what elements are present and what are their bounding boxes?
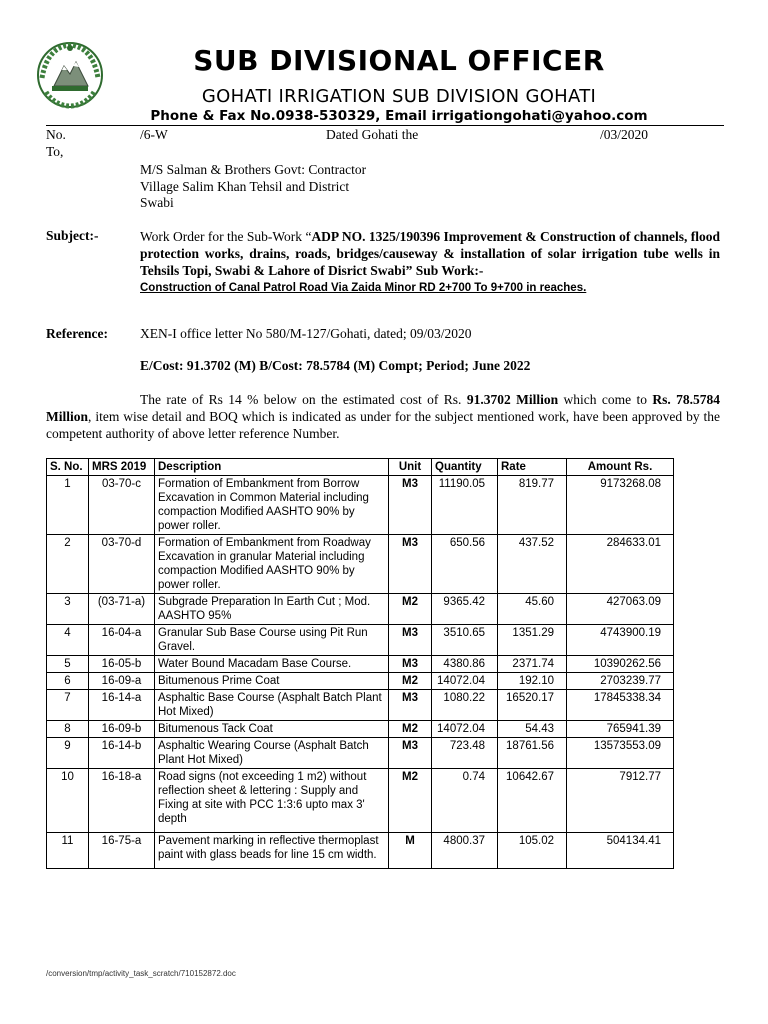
cell-quantity: 723.48	[432, 738, 498, 769]
col-header-rate: Rate	[498, 459, 567, 476]
cell-unit: M3	[389, 738, 432, 769]
cell-description: Granular Sub Base Course using Pit Run Gravel.	[155, 625, 389, 656]
cell-description: Asphaltic Base Course (Asphalt Batch Plant Hot Mixed)	[155, 690, 389, 721]
letter-number-value: /6-W	[140, 127, 168, 142]
contact-line: Phone & Fax No.0938-530329, Email irrigationgohati@yahoo.com	[150, 108, 648, 124]
cell-rate: 16520.17	[498, 690, 567, 721]
table-row	[47, 673, 674, 690]
cell-rate: 819.77	[498, 476, 567, 535]
estimated-cost: 91.3702 Million	[466, 392, 559, 407]
cell-mrs: (03-71-a)	[89, 594, 155, 625]
cell-description: Bitumenous Prime Coat	[155, 673, 389, 690]
cell-unit: M3	[389, 535, 432, 594]
cell-unit: M3	[389, 625, 432, 656]
table-row	[47, 738, 674, 769]
cell-description: Formation of Embankment from Roadway Excavation in granular Material including compaction Modified AASHTO 90% by power roller.	[155, 535, 389, 594]
cell-rate: 10642.67	[498, 769, 567, 833]
paragraph-text: , item wise detail and BOQ which is indicated as under for the subject mentioned work, have been approved by the competent authority of above letter reference Number.	[46, 409, 720, 441]
boq-table	[46, 458, 674, 869]
cell-quantity: 14072.04	[432, 673, 498, 690]
cell-unit: M3	[389, 656, 432, 673]
table-header-row	[47, 459, 674, 476]
office-title: SUB DIVISIONAL OFFICER	[193, 44, 605, 77]
letter-number-label: No.	[46, 127, 66, 142]
cost-summary: E/Cost: 91.3702 (M) B/Cost: 78.5784 (M) Compt; Period; June 2022	[140, 358, 531, 373]
cell-quantity: 3510.65	[432, 625, 498, 656]
cell-amount: 7912.77	[567, 769, 674, 833]
cell-sno: 9	[47, 738, 89, 769]
date-value: /03/2020	[600, 127, 649, 142]
cell-mrs: 16-14-b	[89, 738, 155, 769]
cell-mrs: 03-70-d	[89, 535, 155, 594]
cell-rate: 437.52	[498, 535, 567, 594]
office-subtitle: GOHATI IRRIGATION SUB DIVISION GOHATI	[201, 86, 597, 107]
table-row	[47, 625, 674, 656]
cell-sno: 2	[47, 535, 89, 594]
cell-sno: 1	[47, 476, 89, 535]
cell-sno: 5	[47, 656, 89, 673]
cell-rate: 18761.56	[498, 738, 567, 769]
cell-quantity: 11190.05	[432, 476, 498, 535]
cell-sno: 7	[47, 690, 89, 721]
cell-mrs: 16-09-b	[89, 721, 155, 738]
cell-sno: 8	[47, 721, 89, 738]
subject-text	[140, 228, 720, 297]
table-row	[47, 594, 674, 625]
col-header-sno: S. No.	[47, 459, 89, 476]
paragraph-text: The rate of Rs 14 % below on the estimated cost of Rs.	[140, 392, 467, 407]
cell-mrs: 16-14-a	[89, 690, 155, 721]
cell-amount: 17845338.34	[567, 690, 674, 721]
cell-quantity: 1080.22	[432, 690, 498, 721]
col-header-quantity: Quantity	[432, 459, 498, 476]
cell-rate: 192.10	[498, 673, 567, 690]
subject-label: Subject:-	[46, 228, 99, 243]
table-row	[47, 476, 674, 535]
cell-quantity: 650.56	[432, 535, 498, 594]
table-row	[47, 721, 674, 738]
cell-sno: 10	[47, 769, 89, 833]
cell-unit: M2	[389, 721, 432, 738]
paragraph-text: which come to	[558, 392, 653, 407]
cell-quantity: 4800.37	[432, 833, 498, 869]
cell-sno: 4	[47, 625, 89, 656]
cell-unit: M	[389, 833, 432, 869]
cell-rate: 2371.74	[498, 656, 567, 673]
cell-quantity: 4380.86	[432, 656, 498, 673]
cell-unit: M3	[389, 476, 432, 535]
header-divider	[46, 125, 724, 126]
address-line: M/S Salman & Brothers Govt: Contractor	[140, 162, 367, 177]
cell-rate: 45.60	[498, 594, 567, 625]
cell-amount: 4743900.19	[567, 625, 674, 656]
cell-amount: 504134.41	[567, 833, 674, 869]
reference-text: XEN-I office letter No 580/M-127/Gohati, dated; 09/03/2020	[140, 326, 472, 341]
address-line: Village Salim Khan Tehsil and District	[140, 179, 350, 194]
col-header-description: Description	[155, 459, 389, 476]
cell-rate: 54.43	[498, 721, 567, 738]
cell-mrs: 16-75-a	[89, 833, 155, 869]
cell-unit: M2	[389, 769, 432, 833]
bid-cost: Rs. 78.5784 Million	[46, 392, 720, 424]
table-row	[47, 656, 674, 673]
reference-label: Reference:	[46, 326, 108, 341]
col-header-mrs: MRS 2019	[89, 459, 155, 476]
table-row	[47, 535, 674, 594]
cell-amount: 13573553.09	[567, 738, 674, 769]
cell-unit: M3	[389, 690, 432, 721]
subject-sub-work: Construction of Canal Patrol Road Via Zaida Minor RD 2+700 To 9+700 in reaches.	[140, 282, 587, 294]
cell-description: Asphaltic Wearing Course (Asphalt Batch Plant Hot Mixed)	[155, 738, 389, 769]
cell-rate: 1351.29	[498, 625, 567, 656]
cell-unit: M2	[389, 673, 432, 690]
cell-quantity: 0.74	[432, 769, 498, 833]
col-header-amount: Amount Rs.	[567, 459, 674, 476]
table-row	[47, 833, 674, 869]
cell-mrs: 16-04-a	[89, 625, 155, 656]
cell-amount: 2703239.77	[567, 673, 674, 690]
cell-description: Water Bound Macadam Base Course.	[155, 656, 389, 673]
file-path-footer: /conversion/tmp/activity_task_scratch/710152872.doc	[46, 969, 236, 978]
cell-quantity: 14072.04	[432, 721, 498, 738]
cell-amount: 284633.01	[567, 535, 674, 594]
cell-description: Bitumenous Tack Coat	[155, 721, 389, 738]
cell-description: Pavement marking in reflective thermoplast paint with glass beads for line 15 cm width.	[155, 833, 389, 869]
cell-sno: 11	[47, 833, 89, 869]
cell-sno: 3	[47, 594, 89, 625]
cell-mrs: 16-05-b	[89, 656, 155, 673]
to-label: To,	[46, 144, 64, 159]
address-line: Swabi	[140, 195, 174, 210]
cell-amount: 10390262.56	[567, 656, 674, 673]
cell-sno: 6	[47, 673, 89, 690]
table-row	[47, 690, 674, 721]
cell-description: Road signs (not exceeding 1 m2) without reflection sheet & lettering : Supply and Fixing at site with PCC 1:3:6 upto max 3' depth	[155, 769, 389, 833]
cell-amount: 9173268.08	[567, 476, 674, 535]
cell-mrs: 16-18-a	[89, 769, 155, 833]
table-row	[47, 769, 674, 833]
subject-work-title: ADP NO. 1325/190396 Improvement & Construction of channels, flood protection works, drains, roads, bridges/causeway & installation of solar irrigation tube wells in Tehsils Topi, Swabi & Lahore of Disrict Swabi” Sub Work:-	[140, 229, 720, 278]
cell-amount: 765941.39	[567, 721, 674, 738]
cell-mrs: 03-70-c	[89, 476, 155, 535]
subject-lead: Work Order for the Sub-Work “	[140, 229, 312, 244]
approval-paragraph	[46, 391, 720, 442]
cell-quantity: 9365.42	[432, 594, 498, 625]
col-header-unit: Unit	[389, 459, 432, 476]
cell-unit: M2	[389, 594, 432, 625]
cell-amount: 427063.09	[567, 594, 674, 625]
cell-description: Subgrade Preparation In Earth Cut ; Mod. AASHTO 95%	[155, 594, 389, 625]
cell-mrs: 16-09-a	[89, 673, 155, 690]
cell-rate: 105.02	[498, 833, 567, 869]
cell-description: Formation of Embankment from Borrow Excavation in Common Material including compaction Modified AASHTO 90% by power roller.	[155, 476, 389, 535]
dated-label: Dated Gohati the	[326, 127, 419, 142]
